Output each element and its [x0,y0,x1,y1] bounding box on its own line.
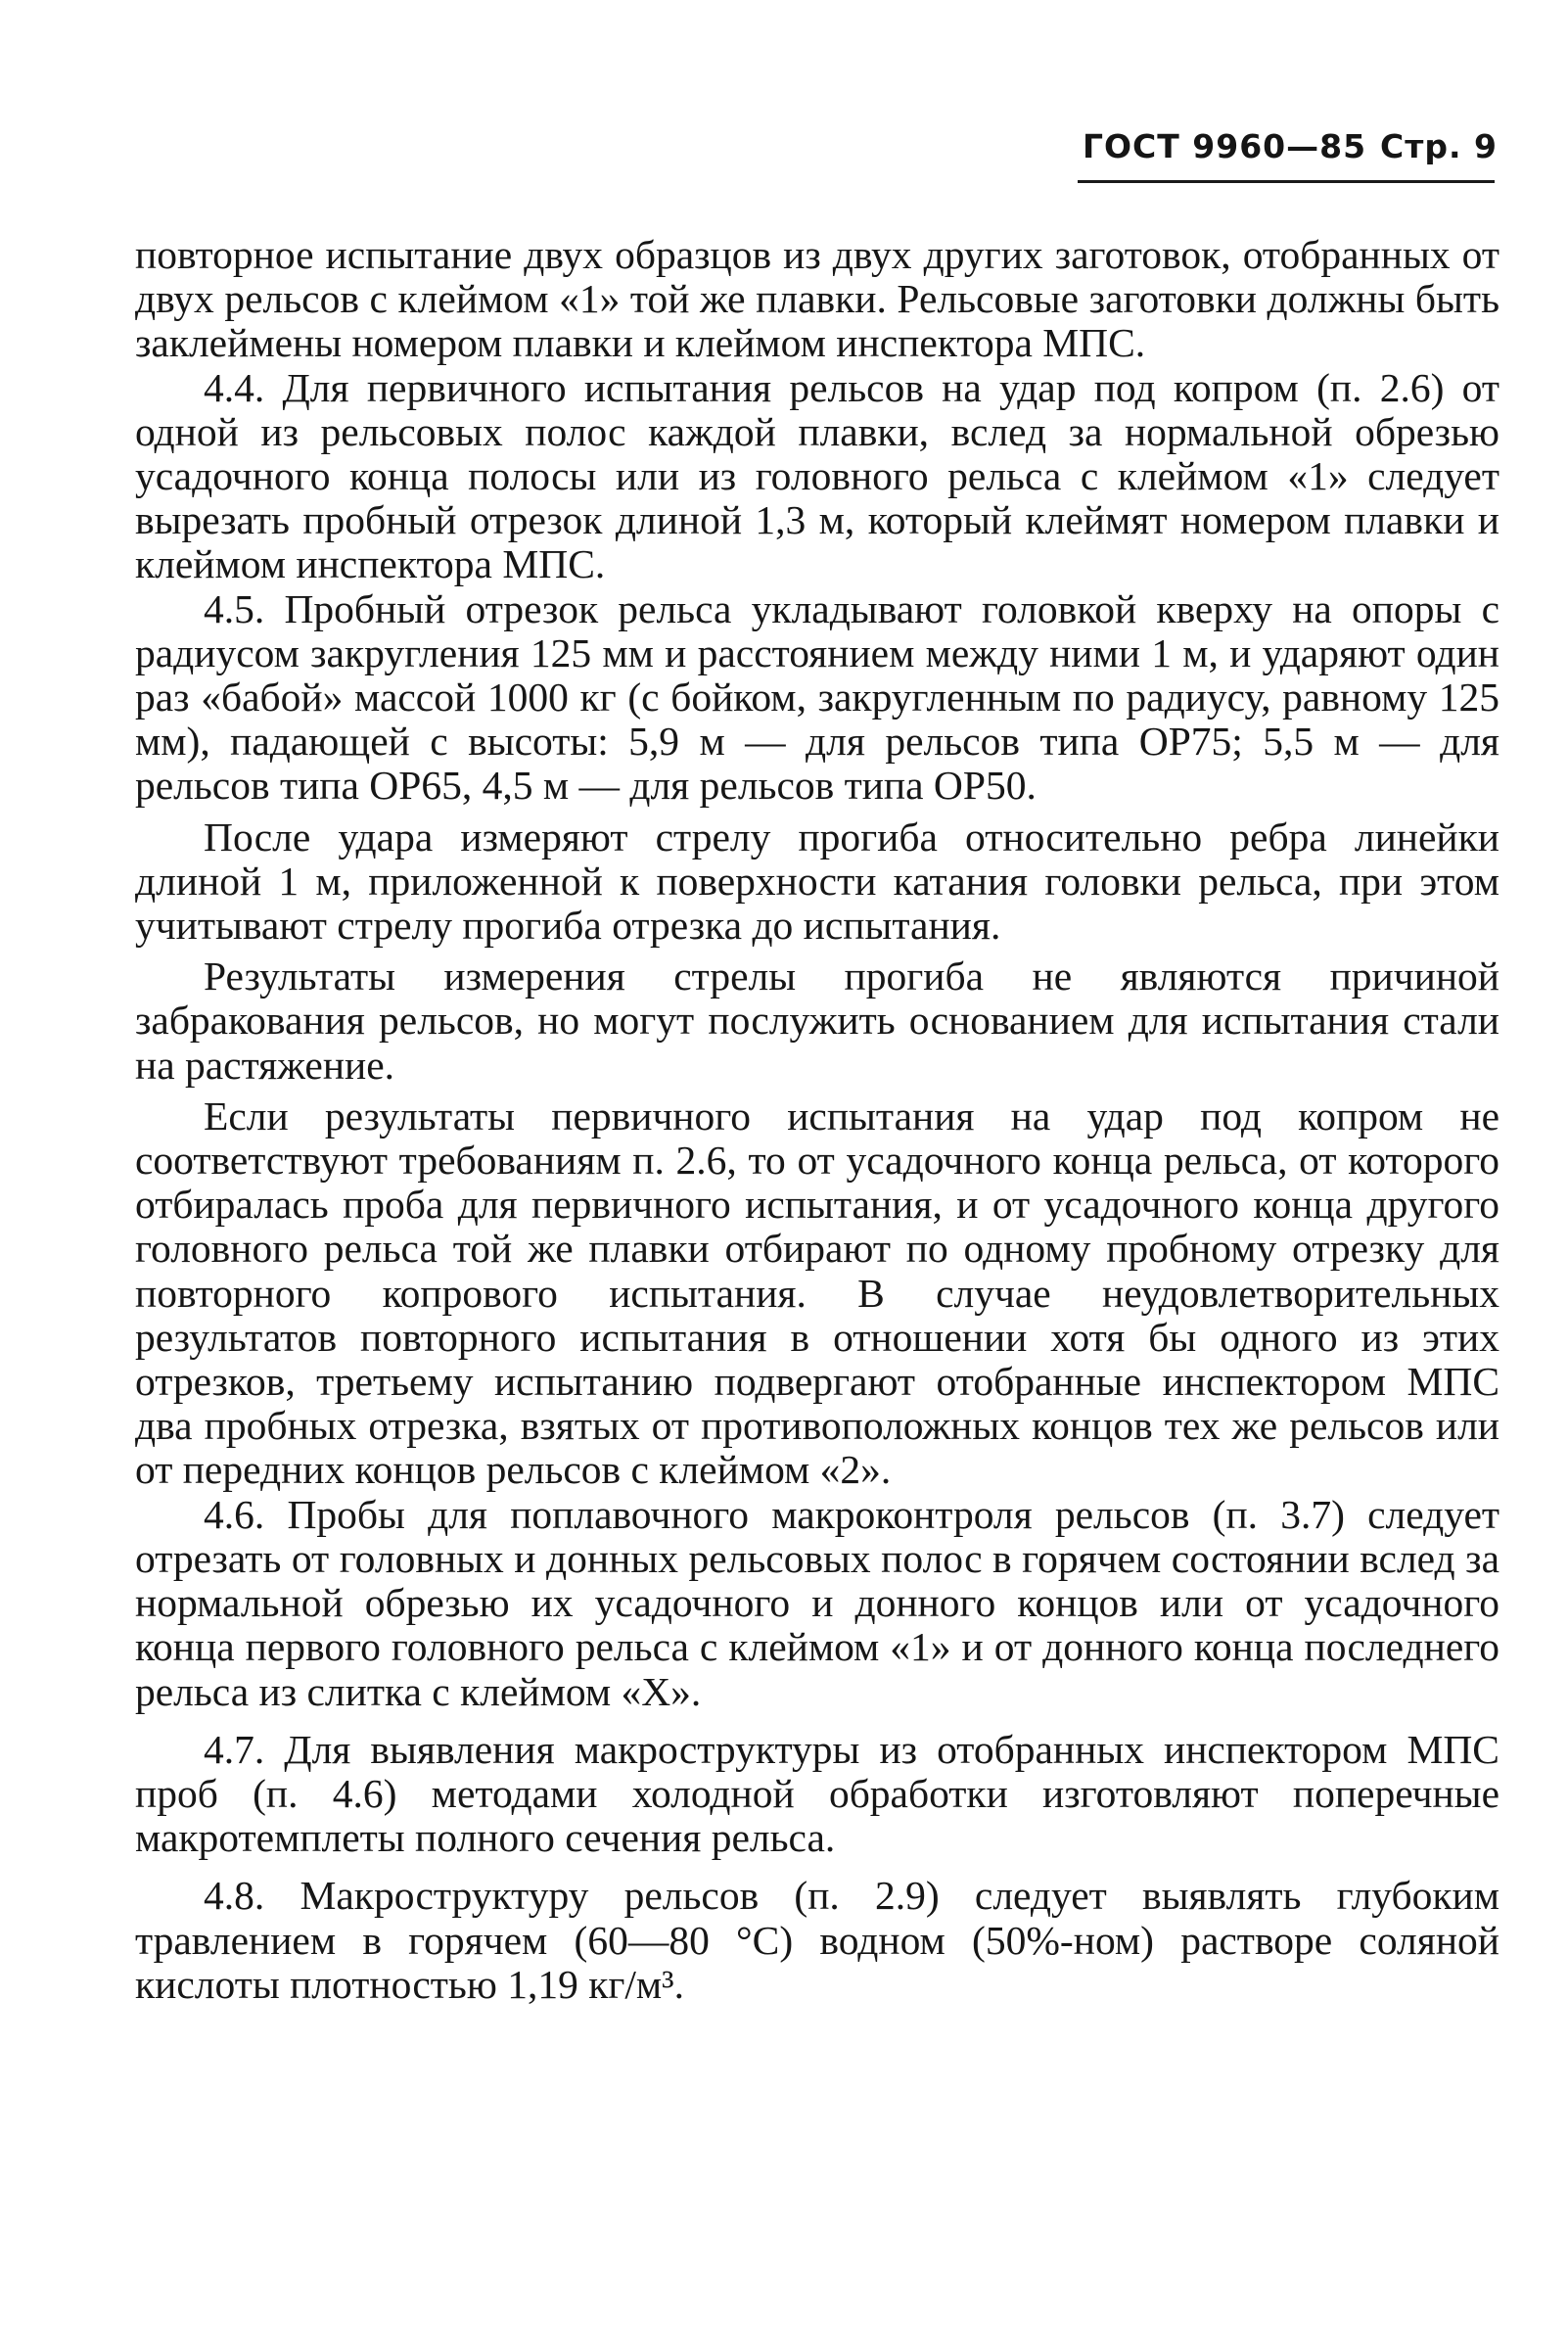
paragraph-4-6: 4.6. Пробы для поплавочного макроконтроля рельсов (п. 3.7) следует отрезать от головных и донных рельсовых полос в горячем состоянии вслед за нормальной обрезью их усадочного и донного концов или от усадочного конца первого головного рельса с клеймом «1» и от донного конца последнего рельса из слитка с клеймом «Х». [135,1491,1499,1714]
paragraph-retest: Если результаты первичного испытания на удар под копром не соответствуют требованиям п. 2.6, то от усадочного конца рельса, от которого отбиралась проба для первичного испытания, и от усадочного конца другого головного рельса той же плавки отбирают по одному пробному отрезку для повторного копрового испытания. В случае неудовлетворительных результатов повторного испытания в отношении хотя бы одного из этих отрезков, третьему испытанию подвергают отобранные инспектором МПС два пробных отрезка, взятых от противоположных концов тех же рельсов или от передних концов рельсов с клеймом «2». [135,1093,1499,1493]
page-header [1077,127,1498,165]
paragraph-4-5: 4.5. Пробный отрезок рельса укладывают головкой кверху на опоры с радиусом закругления 125 мм и расстоянием между ними 1 м, и ударяют один раз «бабой» массой 1000 кг (с бойком, закругленным по радиусу, равному 125 мм), падающей с высоты: 5,9 м — для рельсов типа ОР75; 5,5 м — для рельсов типа ОР65, 4,5 м — для рельсов типа ОР50. [135,585,1499,809]
paragraph-after-impact: После удара измеряют стрелу прогиба относительно ребра линейки длиной 1 м, приложенной к поверхности катания головки рельса, при этом учитывают стрелу прогиба отрезка до испытания. [135,814,1499,949]
paragraph-4-4: 4.4. Для первичного испытания рельсов на удар под копром (п. 2.6) от одной из рельсовых полос каждой плавки, вслед за нормальной обрезью усадочного конца полосы или из головного рельса с клеймом «1» следует вырезать пробный отрезок длиной 1,3 м, который клеймят номером плавки и клеймом инспектора МПС. [135,364,1499,587]
standard-number: ГОСТ 9960—85 [1082,127,1367,165]
header-rule [1078,180,1495,183]
paragraph-4-8: 4.8. Макроструктуру рельсов (п. 2.9) следует выявлять глубоким травлением в горячем (60—80 °С) водном (50%-ном) растворе соляной кислоты плотностью 1,19 кг/м³. [135,1873,1499,2007]
paragraph-4-7: 4.7. Для выявления макроструктуры из отобранных инспектором МПС проб (п. 4.6) методами холодной обработки изготовляют поперечные макротемплеты полного сечения рельса. [135,1726,1499,1861]
body-text [135,233,1499,2007]
page-number: Стр. 9 [1380,127,1498,165]
paragraph-deflection-results: Результаты измерения стрелы прогиба не являются причиной забракования рельсов, но могут послужить основанием для испытания стали на растяжение. [135,953,1499,1088]
paragraph-continuation: повторное испытание двух образцов из двух других заготовок, отобранных от двух рельсов с клеймом «1» той же плавки. Рельсовые заготовки должны быть заклеймены номером плавки и клеймом инспектора МПС. [135,232,1499,366]
